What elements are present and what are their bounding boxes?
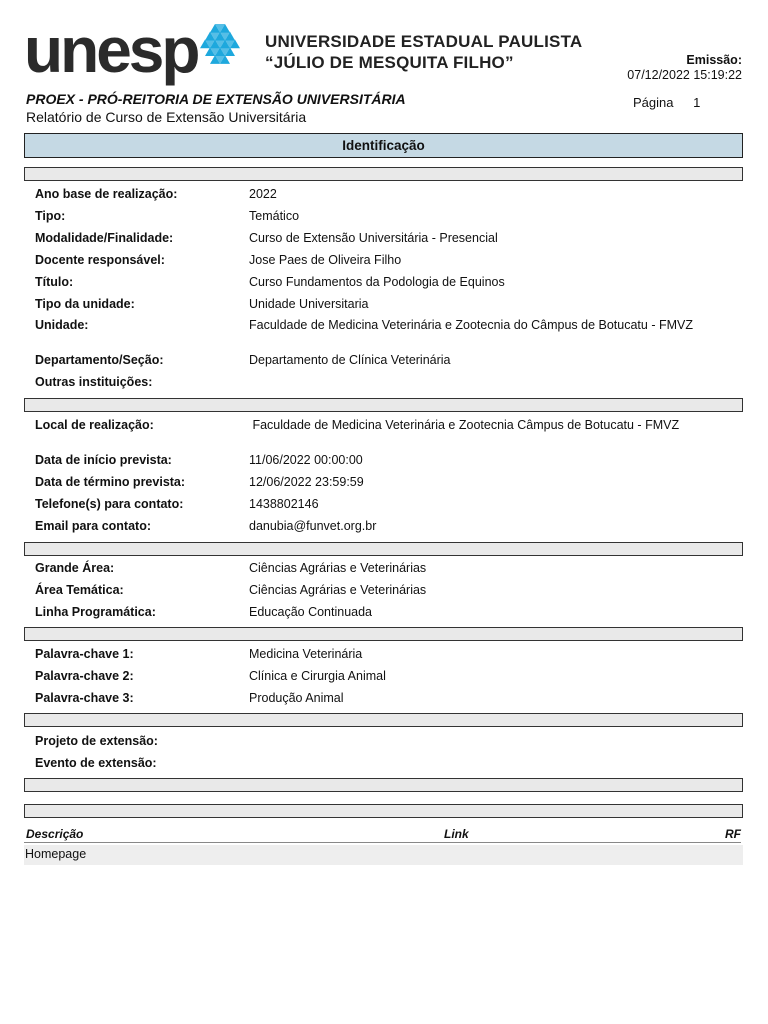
field-label: Ano base de realização:: [35, 187, 178, 201]
emissao-label: Emissão:: [686, 53, 742, 67]
proex-title: PROEX - PRÓ-REITORIA DE EXTENSÃO UNIVERSITÁRIA: [26, 91, 406, 107]
column-header-descricao: Descrição: [26, 827, 84, 841]
unesp-logo-text: unesp: [24, 14, 198, 86]
field-label: Unidade:: [35, 318, 89, 332]
section-title: Identificação: [24, 133, 743, 158]
table-row: [24, 845, 743, 865]
field-label: Grande Área:: [35, 561, 115, 575]
separator-bar: [24, 713, 743, 727]
field-value: Medicina Veterinária: [249, 647, 363, 661]
separator-bar: [24, 778, 743, 792]
page-number: 1: [693, 95, 701, 110]
field-label: Data de início prevista:: [35, 453, 172, 467]
field-label: Outras instituições:: [35, 375, 153, 389]
field-value: Produção Animal: [249, 691, 344, 705]
page-label: Página: [633, 95, 674, 110]
field-label: Docente responsável:: [35, 253, 165, 267]
field-label: Telefone(s) para contato:: [35, 497, 184, 511]
university-name-line1: UNIVERSIDADE ESTADUAL PAULISTA: [265, 32, 583, 51]
field-value: Curso de Extensão Universitária - Presencial: [249, 231, 498, 245]
field-value: Faculdade de Medicina Veterinária e Zootecnia Câmpus de Botucatu - FMVZ: [249, 418, 680, 432]
field-value: Ciências Agrárias e Veterinárias: [249, 583, 427, 597]
link-descricao: Homepage: [25, 847, 87, 861]
field-value: 11/06/2022 00:00:00: [249, 453, 363, 467]
unesp-logo-mark-icon: [198, 24, 248, 64]
field-label: Área Temática:: [35, 583, 124, 597]
field-value: 12/06/2022 23:59:59: [249, 475, 364, 489]
field-value: Educação Continuada: [249, 605, 373, 619]
separator-bar: [24, 398, 743, 412]
links-table-header: [24, 826, 741, 843]
separator-bar: [24, 804, 743, 818]
field-label: Palavra-chave 3:: [35, 691, 134, 705]
field-label: Título:: [35, 275, 74, 289]
field-label: Local de realização:: [35, 418, 154, 432]
university-name-line2: “JÚLIO DE MESQUITA FILHO”: [265, 53, 514, 72]
report-title: Relatório de Curso de Extensão Universitária: [26, 109, 307, 125]
separator-bar: [24, 542, 743, 556]
field-value: Unidade Universitaria: [249, 297, 369, 311]
separator-bar: [24, 627, 743, 641]
field-value: Faculdade de Medicina Veterinária e Zootecnia do Câmpus de Botucatu - FMVZ: [249, 318, 693, 332]
separator-bar: [24, 167, 743, 181]
field-label: Projeto de extensão:: [35, 734, 158, 748]
field-label: Departamento/Seção:: [35, 353, 164, 367]
field-label: Tipo:: [35, 209, 66, 223]
field-label: Data de término prevista:: [35, 475, 186, 489]
field-value: Clínica e Cirurgia Animal: [249, 669, 386, 683]
field-label: Palavra-chave 1:: [35, 647, 134, 661]
field-label: Evento de extensão:: [35, 756, 157, 770]
field-value: Ciências Agrárias e Veterinárias: [249, 561, 427, 575]
field-value: 2022: [249, 187, 277, 201]
page-indicator: [633, 95, 700, 110]
field-label: Modalidade/Finalidade:: [35, 231, 174, 245]
field-value: Curso Fundamentos da Podologia de Equinos: [249, 275, 505, 289]
field-value: 1438802146: [249, 497, 319, 511]
column-header-rf: RF: [725, 827, 741, 841]
field-value: danubia@funvet.org.br: [249, 519, 377, 533]
field-value: Temático: [249, 209, 300, 223]
field-label: Palavra-chave 2:: [35, 669, 134, 683]
field-label: Email para contato:: [35, 519, 151, 533]
field-value: Departamento de Clínica Veterinária: [249, 353, 451, 367]
emissao-value: 07/12/2022 15:19:22: [627, 68, 742, 82]
column-header-link: Link: [444, 827, 469, 841]
field-value: Jose Paes de Oliveira Filho: [249, 253, 402, 267]
field-label: Tipo da unidade:: [35, 297, 135, 311]
field-label: Linha Programática:: [35, 605, 156, 619]
